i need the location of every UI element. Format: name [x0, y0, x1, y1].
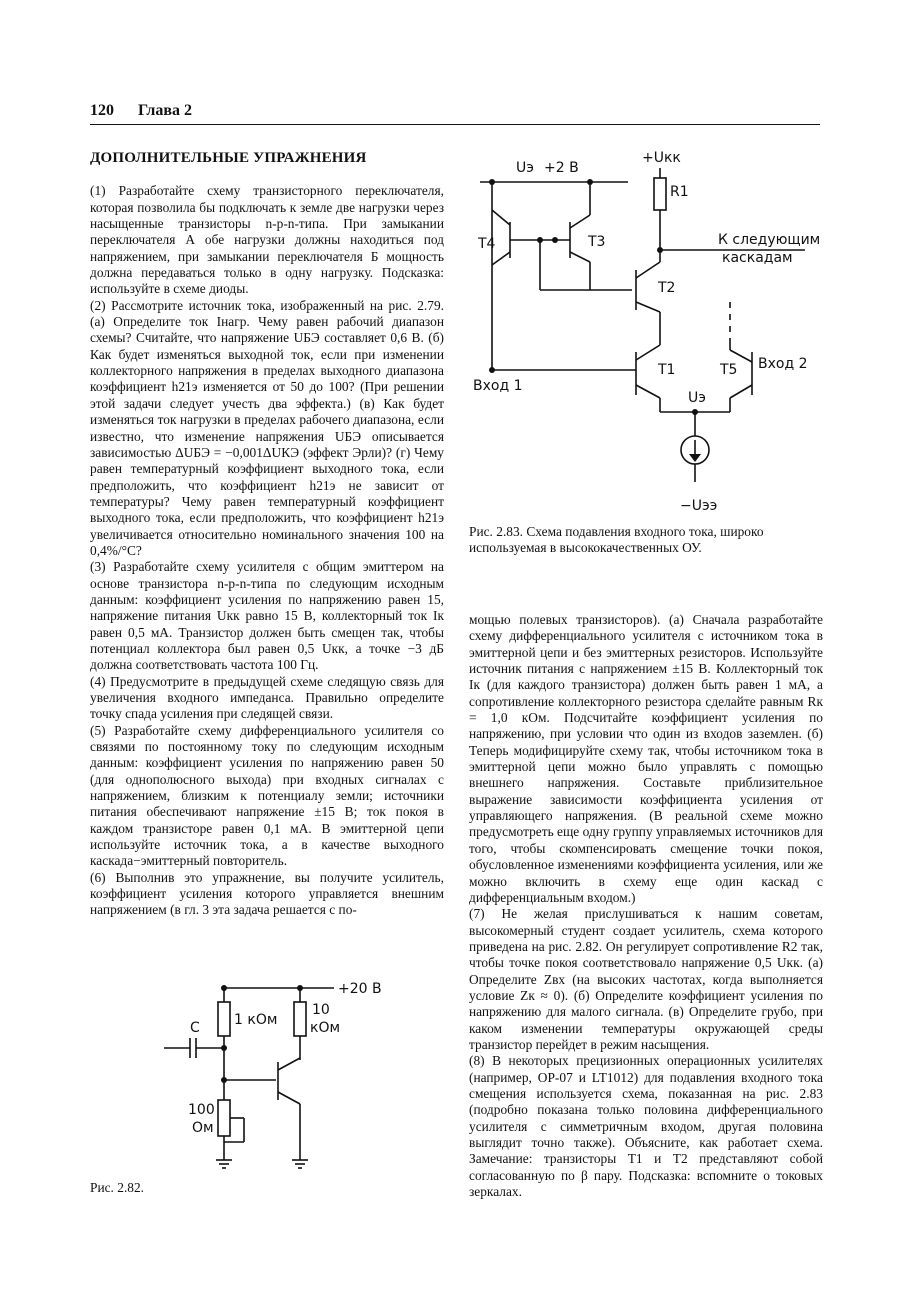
- exercise-2: (2) Рассмотрите источник тока, изображенный на рис. 2.79. (а) Определите ток Iнагр. Чему равен рабочий диапазон схемы? Считайте, что напряжение UБЭ составляет 0,6 В. (б) Как будет изменяться выходной ток, если при изменении коллекторного напряжения в пределах выходного диапазона коэффициент h21э изменяется от 50 до 100? (При решении этой задачи следует учесть два эффекта.) (в) Как будет изменяться ток нагрузки в пределах рабочего диапазона, если известно, что изменение напряжения UБЭ описывается зависимостью ΔUБЭ = −0,001ΔUКЭ (эффект Эрли)? (г) Чему равен температурный коэффициент выходного тока, если предположить, что коэффициент h21э не зависит от температуры? Чему равен температурный коэффициент выходного тока, если предположить, что коэффициент h21э увеличивается относительно номинального значения 100 на 0,4%/°С?: [90, 297, 444, 558]
- c-label: C: [190, 1020, 200, 1036]
- exercise-1: (1) Разработайте схему транзисторного переключателя, которая позволила бы подключать к земле две нагрузки через насыщенные транзисторы n-p-n-типа. При замыкании переключателя А обе нагрузки должны находиться под напряжением, при замыкании переключателя Б мощность должна передаваться только в одну нагрузку. Подсказка: используйте в схеме диоды.: [90, 183, 444, 297]
- plus-2v-label: +2 В: [544, 160, 579, 176]
- plus-20v-label: +20 В: [338, 981, 382, 997]
- ue-mid-label: Uэ: [688, 390, 706, 406]
- section-title: ДОПОЛНИТЕЛЬНЫЕ УПРАЖНЕНИЯ: [90, 150, 367, 166]
- next-stage-label-1: К следующим: [718, 232, 821, 248]
- exercise-7: (7) Не желая прислушиваться к нашим советам, высокомерный студент создает усилитель, схема которого приведена на рис. 2.82. Он регулирует сопротивление R2 так, чтобы точке покоя соответствовало напряжение 0,5 Uкк. (а) Определите Zвх (на высоких частотах, когда выполняется условие Zк ≈ 0). (б) Определите коэффициент усиления по напряжению для малого сигнала. (в) Определите грубо, при каком изменении температуры окружающей среды транзистор перейдет в режим насыщения.: [469, 906, 823, 1052]
- left-column: [90, 150, 444, 919]
- uee-label: −Uээ: [680, 498, 718, 514]
- input-2-label: Вход 2: [758, 356, 808, 372]
- r-1k-label: 1 кОм: [234, 1012, 278, 1028]
- t5-label: T5: [720, 362, 738, 378]
- r-10k-label-b: кОм: [310, 1020, 341, 1036]
- t3-label: T3: [588, 234, 606, 250]
- chapter-title: Глава 2: [138, 102, 192, 119]
- ue-top-label: Uэ: [516, 160, 534, 176]
- pot-label-b: Ом: [192, 1120, 214, 1136]
- right-column: [469, 612, 823, 1200]
- input-1-label: Вход 1: [473, 378, 523, 394]
- exercise-4: (4) Предусмотрите в предыдущей схеме следящую связь для увеличения входного импеданса. Правильно определите точку спада усиления при следящей связи.: [90, 673, 444, 722]
- r1-label: R1: [670, 184, 689, 200]
- exercise-3: (3) Разработайте схему усилителя с общим эмиттером на основе транзистора n-p-n-типа по следующим исходным данным: коэффициент усиления по напряжению равен 15, напряжение питания Uкк равно 15 В, коллекторный ток Iк равен 0,5 мА. Транзистор должен быть смещен так, чтобы потенциал коллектора был равен 0,5 Uкк, а точке −3 дБ должна соответствовать частота 100 Гц.: [90, 559, 444, 673]
- figure-2-83-caption: Рис. 2.83. Схема подавления входного тока, широко используемая в высококачественных ОУ.: [469, 524, 764, 556]
- t4-label: T4: [478, 236, 496, 252]
- exercise-6: (6) Выполнив это упражнение, вы получите усилитель, коэффициент усиления которого управляется внешним напряжением (в гл. 3 эта задача решается с по-: [90, 869, 444, 918]
- t2-label: T2: [658, 280, 676, 296]
- exercise-5: (5) Разработайте схему дифференциального усилителя со связями по постоянному току по следующим исходным данным: коэффициент усиления по напряжению равен 50 (для однополюсного выхода) при входных сигналах с напряжением, близким к потенциалу земли; источники питания обеспечивают напряжение ±15 В; ток покоя в каждом транзисторе равен 0,1 мА. В эмиттерной цепи используйте источник тока, а в качестве выходного каскада−эмиттерный повторитель.: [90, 722, 444, 869]
- pot-label-a: 100: [188, 1102, 215, 1118]
- t1-label: T1: [658, 362, 676, 378]
- ukk-label: +Uкк: [642, 150, 681, 166]
- exercise-8: (8) В некоторых прецизионных операционных усилителях (например, ОР-07 и LT1012) для подавления входного тока смещения используется схема, показанная на рис. 2.83 (подробно показана только половина дифференциального усилителя с симметричным входом, другая половина выглядит точно также). Объясните, как работает схема. Замечание: транзисторы T1 и T2 представляют собой согласованную по β пару. Подсказка: вспомните о токовых зеркалах.: [469, 1053, 823, 1200]
- r-10k-label-a: 10: [312, 1002, 330, 1018]
- next-stage-label-2: каскадам: [722, 250, 793, 266]
- page-header: [90, 100, 820, 125]
- page-number: 120: [90, 102, 114, 119]
- figure-2-82-caption: Рис. 2.82.: [90, 1180, 145, 1195]
- exercise-6-continued: мощью полевых транзисторов). (а) Сначала разработайте схему дифференциального усилителя с источником тока в эмиттерной цепи и без эмиттерных резисторов. Используйте источник питания с напряжением ±15 В. Коллекторный ток Iк (для каждого транзистора) должен быть равен 1 мА, а сопротивление коллекторного резистора сделайте равным Rк = 1,0 кОм. Подсчитайте коэффициент усиления по напряжению, при условии что один из входов заземлен. (б) Теперь модифицируйте схему так, чтобы источником тока в эмиттерной цепи можно было управлять с помощью внешнего напряжения. Составьте приблизительное выражение зависимости коэффициента усиления от управляющего напряжения. (В реальной схеме можно предусмотреть еще одну группу управляемых источников для того, чтобы скомпенсировать смещение точки покоя, обусловленное изменениями коэффициента усиления, или же можно включить в схему еще один каскад с дифференциальным входом.): [469, 612, 823, 905]
